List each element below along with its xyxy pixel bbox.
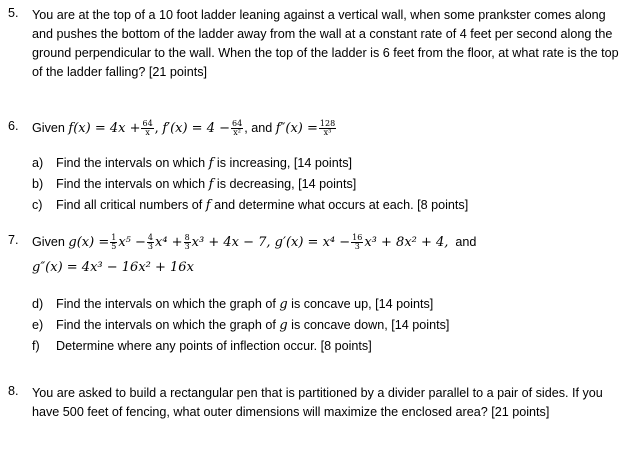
- problem-statement: Given f(x) = 4x + $\frac{64}{x}$ , f′(x) = 4 − $\frac{64}{\text{x²}}$ , and f″(x) = $\frac{128}{\text{x³}}$: [32, 119, 336, 138]
- f-double-prime-definition: f″(x) =: [275, 121, 318, 136]
- problem-number: 6.: [8, 119, 19, 133]
- f-definition: f(x) = 4x +: [68, 121, 141, 136]
- problem-7-parts: [32, 294, 626, 356]
- g-prime-definition: , g′(x) = x⁴ −: [266, 235, 351, 250]
- problem-7: [8, 230, 626, 280]
- problem-text: You are asked to build a rectangular pen that is partitioned by a divider parallel to a pair of sides. If you have 500 feet of fencing, what outer dimensions will maximize the enclosed area? [21 points]: [32, 386, 603, 419]
- problem-statement: Given g(x) = $\frac{1}{5}$ x⁵ − $\frac{4}{3}$ x⁴ + $\frac{8}{3}$ x³ + 4x − 7, g′(x) = x⁴ − $\frac{16}{3}$ x³ + 8x² + 4, and g″(x) = 4x³ − 16x² + 16x: [32, 233, 477, 275]
- f-prime-definition: f′(x) = 4 −: [162, 121, 231, 136]
- given-label: Given: [32, 121, 65, 135]
- g-definition: g(x) =: [68, 235, 110, 250]
- problem-6-parts: [32, 153, 626, 216]
- problem-number: 8.: [8, 384, 19, 398]
- fraction: $\frac{1}{5}$: [111, 233, 117, 252]
- problem-number: 5.: [8, 6, 19, 20]
- list-item: a) Find the intervals on which f is increasing, [14 points]: [32, 156, 353, 171]
- list-item: d) Find the intervals on which the graph of g is concave up, [14 points]: [32, 297, 434, 312]
- g-double-prime-definition: g″(x) = 4x³ − 16x² + 16x: [32, 260, 194, 275]
- list-item: f) Determine where any points of inflection occur. [8 points]: [32, 339, 372, 353]
- fraction: $\frac{4}{3}$: [147, 233, 153, 252]
- list-item: e) Find the intervals on which the graph of g is concave down, [14 points]: [32, 318, 450, 333]
- list-item: b) Find the intervals on which f is decreasing, [14 points]: [32, 177, 357, 192]
- problem-6: [8, 116, 626, 141]
- list-item: c) Find all critical numbers of f and determine what occurs at each. [8 points]: [32, 198, 469, 213]
- fraction: $\frac{16}{3}$: [352, 233, 363, 252]
- given-label: Given: [32, 235, 65, 249]
- fraction: $\frac{8}{3}$: [184, 233, 190, 252]
- problem-text: You are at the top of a 10 foot ladder leaning against a vertical wall, when some prankster comes along and pushes the bottom of the ladder away from the wall at a constant rate of 4 feet per second along the ground perpendicular to the wall. When the top of the ladder is 6 feet from the floor, at what rate is the top of the ladder falling? [21 points]: [32, 8, 619, 79]
- fraction: $\frac{64}{x}$: [142, 119, 153, 138]
- problem-8: [8, 384, 626, 422]
- fraction: $\frac{128}{\text{x³}}$: [319, 119, 336, 138]
- problem-number: 7.: [8, 233, 19, 247]
- problem-5: [8, 6, 626, 82]
- fraction: $\frac{64}{\text{x²}}$: [232, 119, 243, 138]
